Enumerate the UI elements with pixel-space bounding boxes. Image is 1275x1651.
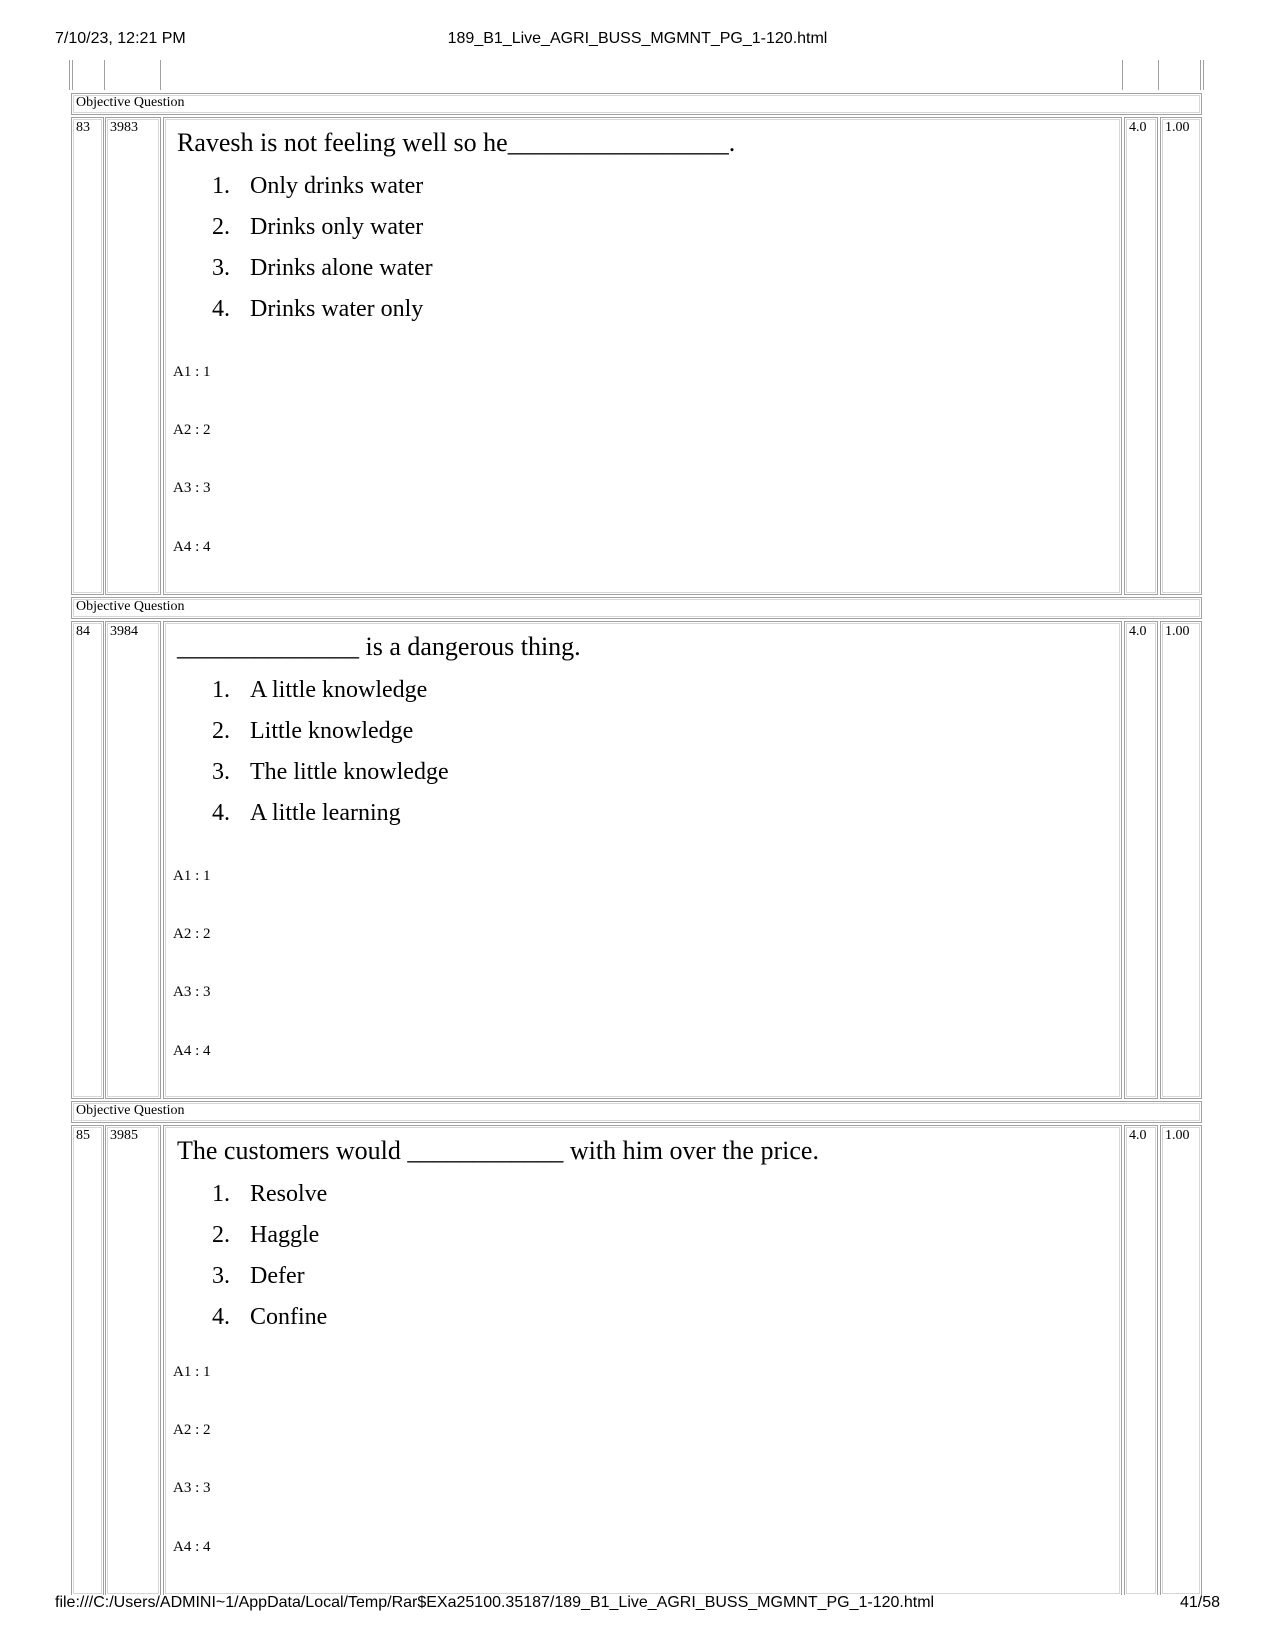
marks-cell <box>1124 117 1158 595</box>
answer-key: A4 : 4 <box>173 1043 211 1059</box>
table-border-right-outer <box>1203 60 1204 90</box>
question-id: 3985 <box>110 1128 138 1143</box>
question-id-cell <box>105 117 161 595</box>
file-path: file:///C:/Users/ADMINI~1/AppData/Local/Temp/Rar$EXa25100.35187/189_B1_Live_AGRI_BUSS_MGMNT_PG_1-120.html <box>55 1594 935 1611</box>
answer-key: A2 : 2 <box>173 1422 211 1438</box>
answer-key: A3 : 3 <box>173 1480 211 1496</box>
marks-value: 4.0 <box>1129 1128 1147 1143</box>
document-title: 189_B1_Live_AGRI_BUSS_MGMNT_PG_1-120.html <box>447 30 828 47</box>
option-item: 2. Little knowledge <box>212 718 414 744</box>
option-item: 4. A little learning <box>212 800 401 826</box>
answer-key: A1 : 1 <box>173 1364 211 1380</box>
negative-marks-cell <box>1160 1125 1202 1595</box>
marks-value: 4.0 <box>1129 624 1147 639</box>
answer-key: A3 : 3 <box>173 984 211 1000</box>
option-item: 2. Drinks only water <box>212 214 424 240</box>
question-type-label: Objective Question <box>76 599 185 614</box>
table-border-left-inner <box>72 60 73 90</box>
question-text: Ravesh is not feeling well so he_________________. <box>177 128 736 157</box>
marks-cell <box>1124 1125 1158 1595</box>
answer-key: A2 : 2 <box>173 422 211 438</box>
options-list <box>212 674 449 838</box>
negative-marks-value: 1.00 <box>1165 1128 1190 1143</box>
page-footer <box>0 1594 1275 1614</box>
serial-number: 85 <box>76 1128 90 1143</box>
option-item: 1. Only drinks water <box>212 173 424 199</box>
option-item: 1. A little knowledge <box>212 677 428 703</box>
negative-marks-cell <box>1160 117 1202 595</box>
question-type-bar <box>71 597 1202 619</box>
question-type-label: Objective Question <box>76 95 185 110</box>
question-text: The customers would ____________ with him over the price. <box>177 1136 819 1165</box>
question-type-label: Objective Question <box>76 1103 185 1118</box>
page-header <box>0 30 1275 50</box>
question-id: 3983 <box>110 120 138 135</box>
marks-value: 4.0 <box>1129 120 1147 135</box>
negative-marks-value: 1.00 <box>1165 120 1190 135</box>
option-item: 1. Resolve <box>212 1181 328 1207</box>
table-border-right <box>1200 60 1201 90</box>
option-item: 4. Drinks water only <box>212 296 424 322</box>
option-item: 3. Drinks alone water <box>212 255 433 281</box>
serial-number-cell <box>71 621 104 1099</box>
answer-key: A1 : 1 <box>173 868 211 884</box>
question-text: ______________ is a dangerous thing. <box>177 632 581 661</box>
answer-key: A2 : 2 <box>173 926 211 942</box>
marks-cell <box>1124 621 1158 1099</box>
option-item: 3. The little knowledge <box>212 759 449 785</box>
options-list <box>212 1178 327 1342</box>
table-border-col4 <box>1158 60 1159 90</box>
option-item: 2. Haggle <box>212 1222 320 1248</box>
serial-number: 83 <box>76 120 90 135</box>
question-type-bar <box>71 93 1202 115</box>
answer-key: A4 : 4 <box>173 539 211 555</box>
answer-key: A4 : 4 <box>173 1539 211 1555</box>
serial-number: 84 <box>76 624 90 639</box>
options-list <box>212 170 433 334</box>
answer-key: A3 : 3 <box>173 480 211 496</box>
table-border-col2 <box>160 60 161 90</box>
table-border-left <box>69 60 70 90</box>
negative-marks-cell <box>1160 621 1202 1099</box>
page-number: 41/58 <box>1179 1594 1220 1611</box>
option-item: 4. Confine <box>212 1304 328 1330</box>
table-border-col3 <box>1122 60 1123 90</box>
answer-key: A1 : 1 <box>173 364 211 380</box>
question-id: 3984 <box>110 624 138 639</box>
negative-marks-value: 1.00 <box>1165 624 1190 639</box>
print-datetime: 7/10/23, 12:21 PM <box>55 30 186 47</box>
serial-number-cell <box>71 1125 104 1595</box>
question-id-cell <box>105 1125 161 1595</box>
serial-number-cell <box>71 117 104 595</box>
table-border-col1 <box>104 60 105 90</box>
question-type-bar <box>71 1101 1202 1123</box>
question-id-cell <box>105 621 161 1099</box>
option-item: 3. Defer <box>212 1263 305 1289</box>
